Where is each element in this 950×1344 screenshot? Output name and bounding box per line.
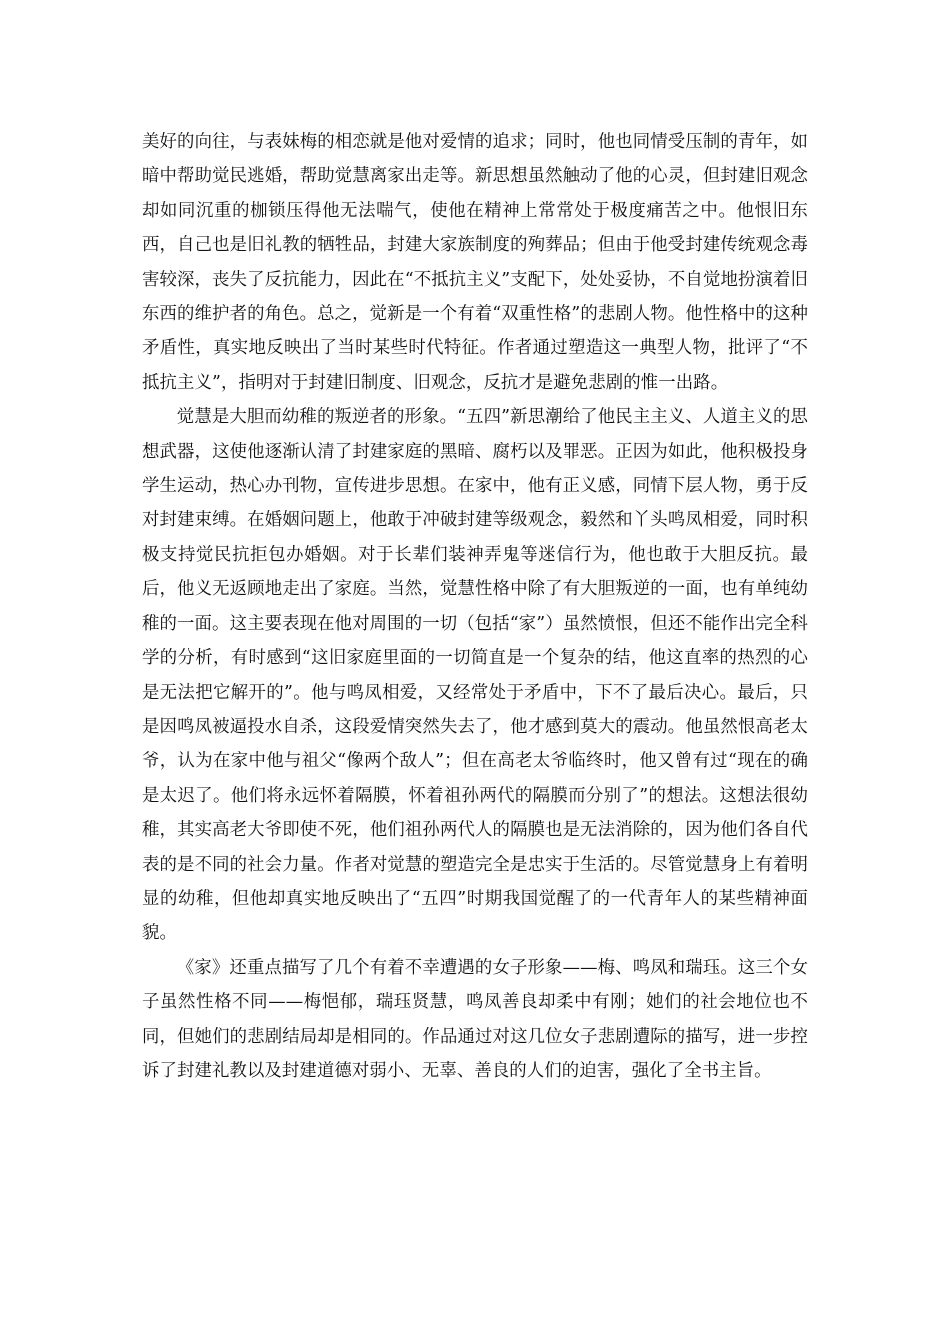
paragraph-juexin-summary: 美好的向往，与表妹梅的相恋就是他对爱情的追求；同时，他也同情受压制的青年，如暗中帮助觉民逃婚，帮助觉慧离家出走等。新思想虽然触动了他的心灵，但封建旧观念却如同沉重的枷锁压得他无法喘气，使他在精神上常常处于极度痛苦之中。他恨旧东西，自己也是旧礼教的牺牲品，封建大家族制度的殉葬品；但由于他受封建传统观念毒害较深，丧失了反抗能力，因此在“不抵抗主义”支配下，处处妥协，不自觉地扮演着旧东西的维护者的角色。总之，觉新是一个有着“双重性格”的悲剧人物。他性格中的这种矛盾性，真实地反映出了当时某些时代特征。作者通过塑造这一典型人物，批评了“不抵抗主义”，指明对于封建旧制度、旧观念，反抗才是避免悲剧的惟一出路。 — [142, 132, 808, 393]
paragraph-women-characters: 《家》还重点描写了几个有着不幸遭遇的女子形象——梅、鸣凤和瑞珏。这三个女子虽然性格不同——梅悒郁，瑞珏贤慧，鸣凤善良却柔中有刚；她们的社会地位也不同，但她们的悲剧结局却是相同的。作品通过对这几位女子悲剧遭际的描写，进一步控诉了封建礼教以及封建道德对弱小、无辜、善良的人们的迫害，强化了全书主旨。 — [142, 957, 808, 1081]
document-body — [142, 125, 808, 1088]
paragraph-juehui: 觉慧是大胆而幼稚的叛逆者的形象。“五四”新思潮给了他民主主义、人道主义的思想武器，这使他逐渐认清了封建家庭的黑暗、腐朽以及罪恶。正因为如此，他积极投身学生运动，热心办刊物，宣传进步思想。在家中，他有正义感，同情下层人物，勇于反对封建束缚。在婚姻问题上，他敢于冲破封建等级观念，毅然和丫头鸣凤相爱，同时积极支持觉民抗拒包办婚姻。对于长辈们装神弄鬼等迷信行为，他也敢于大胆反抗。最后，他义无返顾地走出了家庭。当然，觉慧性格中除了有大胆叛逆的一面，也有单纯幼稚的一面。这主要表现在他对周围的一切（包括“家”）虽然愤恨，但还不能作出完全科学的分析，有时感到“这旧家庭里面的一切简直是一个复杂的结，他这直率的热烈的心是无法把它解开的”。他与鸣凤相爱，又经常处于矛盾中，下不了最后决心。最后，只是因鸣凤被逼投水自杀，这段爱情突然失去了，他才感到莫大的震动。他虽然恨高老太爷，认为在家中他与祖父“像两个敌人”；但在高老太爷临终时，他又曾有过“现在的确是太迟了。他们将永远怀着隔膜，怀着祖孙两代的隔膜而分别了”的想法。这想法很幼稚，其实高老大爷即使不死，他们祖孙两代人的隔膜也是无法消除的，因为他们各自代表的是不同的社会力量。作者对觉慧的塑造完全是忠实于生活的。尽管觉慧身上有着明显的幼稚，但他却真实地反映出了“五四”时期我国觉醒了的一代青年人的某些精神面貌。 — [142, 407, 808, 944]
